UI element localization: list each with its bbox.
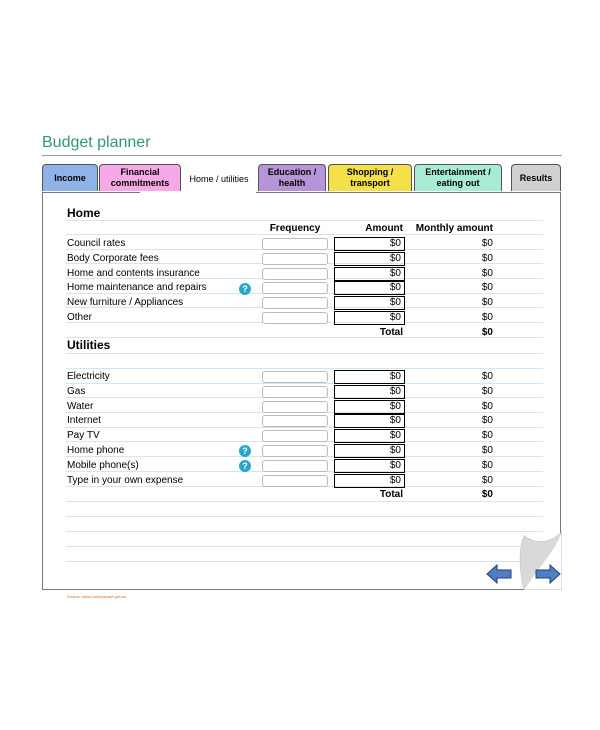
home-total-label: Total — [379, 326, 403, 338]
tab-entertainment-label: Entertainment / eating out — [425, 167, 491, 188]
utilities-monthly-value: $0 — [481, 445, 493, 456]
home-monthly-value: $0 — [481, 238, 493, 249]
home-row-label: Council rates — [67, 238, 126, 249]
home-monthly-value: $0 — [481, 312, 493, 323]
utilities-amount-input[interactable]: $0 — [334, 459, 405, 473]
utilities-monthly-value: $0 — [481, 371, 493, 382]
tab-financial-commitments-label: Financial commitments — [110, 167, 170, 188]
home-monthly-value: $0 — [481, 297, 493, 309]
help-icon[interactable]: ? — [239, 283, 251, 295]
grid-line — [66, 531, 543, 532]
home-row-label: New furniture / Appliances — [67, 297, 184, 309]
home-frequency-input[interactable] — [262, 297, 328, 309]
section-heading-utilities: Utilities — [67, 338, 111, 352]
utilities-row-label: Gas — [67, 385, 86, 397]
utilities-row-label: Type in your own expense — [67, 474, 184, 486]
home-row-label: Home and contents insurance — [67, 267, 200, 279]
grid-line — [66, 561, 543, 562]
utilities-amount-input[interactable]: $0 — [334, 400, 405, 414]
tab-education-health[interactable] — [258, 164, 326, 191]
panel-top-border — [42, 192, 140, 193]
utilities-row-label: Mobile phone(s) — [67, 459, 139, 471]
home-amount-input[interactable]: $0 — [334, 252, 405, 266]
utilities-frequency-input[interactable] — [262, 371, 328, 383]
tab-home-utilities-label: Home / utilities — [189, 174, 249, 184]
tab-bar — [42, 164, 562, 194]
tab-entertainment[interactable] — [414, 164, 502, 191]
tab-shopping-transport-label: Shopping / transport — [346, 167, 394, 188]
utilities-monthly-value: $0 — [481, 430, 493, 442]
home-amount-input[interactable]: $0 — [334, 267, 405, 281]
grid-line — [66, 368, 543, 369]
utilities-amount-input[interactable]: $0 — [334, 414, 405, 428]
title-divider — [42, 155, 562, 156]
column-header-amount: Amount — [365, 223, 403, 234]
utilities-frequency-input[interactable] — [262, 401, 328, 413]
home-row-label: Other — [67, 312, 93, 323]
tab-education-health-label: Education / health — [267, 167, 317, 188]
help-icon[interactable]: ? — [239, 445, 251, 457]
grid-line — [66, 220, 543, 221]
utilities-amount-input[interactable]: $0 — [334, 385, 405, 399]
tab-financial-commitments[interactable] — [99, 164, 181, 191]
home-frequency-input[interactable] — [262, 312, 328, 324]
utilities-frequency-input[interactable] — [262, 430, 328, 442]
grid-line — [66, 546, 543, 547]
home-row-label: Home maintenance and repairs — [67, 282, 207, 294]
panel-top-border — [256, 192, 561, 193]
tab-home-utilities[interactable] — [182, 164, 256, 194]
home-amount-input[interactable]: $0 — [334, 237, 405, 251]
utilities-row-label: Home phone — [67, 445, 125, 456]
tab-results-label: Results — [519, 172, 553, 183]
column-header-frequency: Frequency — [269, 223, 321, 234]
utilities-amount-input[interactable]: $0 — [334, 444, 405, 458]
home-frequency-input[interactable] — [262, 253, 328, 265]
help-icon[interactable]: ? — [239, 460, 251, 472]
utilities-amount-input[interactable]: $0 — [334, 429, 405, 443]
home-amount-input[interactable]: $0 — [334, 311, 405, 325]
utilities-row-label: Water — [67, 400, 94, 412]
utilities-monthly-value: $0 — [481, 459, 493, 471]
home-frequency-input[interactable] — [262, 268, 328, 280]
utilities-frequency-input[interactable] — [262, 415, 328, 427]
utilities-amount-input[interactable]: $0 — [334, 370, 405, 384]
tab-results[interactable] — [511, 164, 561, 191]
footer-source: Source: www.moneysmart.gov.au — [67, 594, 127, 599]
home-total-value: $0 — [481, 326, 493, 338]
utilities-monthly-value: $0 — [481, 400, 493, 412]
utilities-row-label: Internet — [67, 415, 101, 427]
utilities-frequency-input[interactable] — [262, 460, 328, 472]
utilities-monthly-value: $0 — [481, 385, 493, 397]
page-title: Budget planner — [42, 134, 151, 151]
column-header-monthly: Monthly amount — [415, 223, 493, 234]
utilities-frequency-input[interactable] — [262, 475, 328, 487]
tab-income-label: Income — [54, 172, 86, 183]
home-amount-input[interactable]: $0 — [334, 281, 405, 295]
grid-line — [66, 516, 543, 517]
utilities-row-label: Electricity — [67, 371, 110, 382]
home-amount-input[interactable]: $0 — [334, 296, 405, 310]
utilities-amount-input[interactable]: $0 — [334, 474, 405, 488]
grid-line — [66, 353, 543, 354]
previous-arrow-icon[interactable] — [486, 564, 512, 584]
utilities-frequency-input[interactable] — [262, 445, 328, 457]
home-monthly-value: $0 — [481, 252, 493, 264]
utilities-frequency-input[interactable] — [262, 386, 328, 398]
utilities-monthly-value: $0 — [481, 474, 493, 486]
home-row-label: Body Corporate fees — [67, 252, 159, 264]
tab-income[interactable] — [42, 164, 98, 191]
section-heading-home: Home — [67, 206, 101, 220]
utilities-total-label: Total — [379, 489, 403, 501]
next-arrow-icon[interactable] — [535, 564, 561, 584]
utilities-total-value: $0 — [481, 489, 493, 501]
tab-shopping-transport[interactable] — [328, 164, 412, 191]
utilities-monthly-value: $0 — [481, 415, 493, 427]
home-frequency-input[interactable] — [262, 238, 328, 250]
home-frequency-input[interactable] — [262, 282, 328, 294]
home-monthly-value: $0 — [481, 282, 493, 294]
utilities-row-label: Pay TV — [67, 430, 100, 442]
grid-line — [66, 234, 543, 235]
home-monthly-value: $0 — [481, 267, 493, 279]
